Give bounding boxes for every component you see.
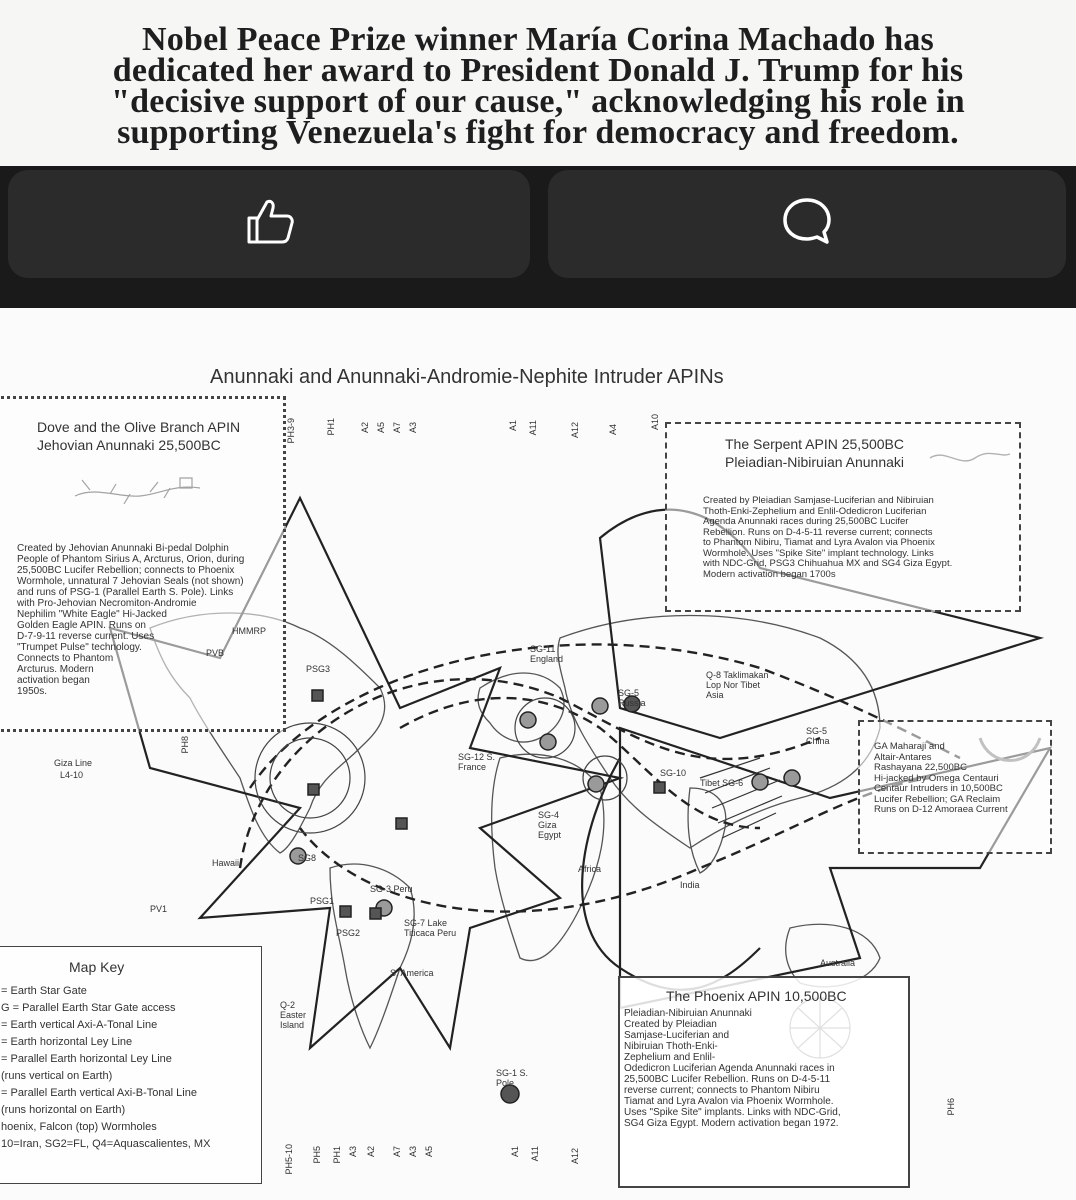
comment-button[interactable] xyxy=(548,170,1066,278)
grid-tick: A3 xyxy=(408,1146,418,1158)
key-line: = Earth vertical Axi-A-Tonal Line xyxy=(1,1019,158,1031)
phoenix-apin-box xyxy=(618,976,910,1188)
phoenix-line: Uses "Spike Site" implants. Links with NDC-Grid, xyxy=(624,1107,841,1118)
dove-line: Created by Jehovian Anunnaki Bi-pedal Dolphin xyxy=(17,543,229,554)
serpent-line: Modern activation began 1700s xyxy=(703,568,836,580)
like-button[interactable] xyxy=(8,170,530,278)
grid-tick: A11 xyxy=(528,420,538,436)
thumbs-up-icon xyxy=(241,194,297,255)
map-label: HMMRP xyxy=(232,626,266,636)
serpent-description xyxy=(703,496,1013,580)
dove-line: Golden Eagle APIN. Runs on xyxy=(17,620,146,631)
phoenix-line: 25,500BC Lucifer Rebellion. Runs on D-4-5-11 xyxy=(624,1074,831,1085)
serpent-line: with NDC-Grid, PSG3 Chihuahua MX and SG4 Giza Egypt. xyxy=(703,558,953,569)
grid-tick: A12 xyxy=(570,422,580,439)
map-label: S. America xyxy=(390,968,434,978)
grid-tick: A3 xyxy=(408,422,418,434)
phoenix-line: Pleiadian-Nibiruian Anunnaki xyxy=(624,1008,752,1019)
map-label: SG-1 S. Pole xyxy=(496,1068,529,1088)
grid-tick: PH8 xyxy=(180,736,190,754)
key-line: G = Parallel Earth Star Gate access xyxy=(1,1002,176,1014)
map-label: SG-12 S. France xyxy=(458,752,496,772)
phoenix-title: The Phoenix APIN 10,500BC xyxy=(666,988,847,1004)
ga-apin-box xyxy=(858,720,1052,854)
dove-line: 1950s. xyxy=(17,686,48,697)
dove-apin-box xyxy=(0,396,286,732)
map-image xyxy=(0,308,1076,1200)
key-line: = Earth horizontal Ley Line xyxy=(1,1036,133,1048)
grid-tick: A4 xyxy=(608,424,618,436)
map-label: Q-2 Easter Island xyxy=(280,1000,307,1030)
ga-line: GA Maharaji and xyxy=(874,741,945,752)
speech-bubble-icon xyxy=(779,194,835,255)
dove-line: and runs of PSG-1 (Parallel Earth S. Pole). Links xyxy=(17,587,234,598)
key-line: = Parallel Earth horizontal Ley Line xyxy=(1,1053,172,1065)
caption-text xyxy=(20,21,1056,151)
dove-line: Connects to Phantom xyxy=(17,653,114,664)
post-caption xyxy=(0,0,1076,166)
grid-tick: PH1 xyxy=(332,1146,342,1164)
map-label: SG-3 Peru xyxy=(370,884,413,894)
serpent-apin-box xyxy=(665,422,1021,612)
phoenix-line: Zephelium and Enlil- xyxy=(624,1052,716,1063)
map-label: Tibet SG-6 xyxy=(700,778,744,788)
grid-tick: PH3-9 xyxy=(286,418,296,444)
grid-tick: PH6 xyxy=(946,1098,956,1116)
key-line: = Parallel Earth vertical Axi-B-Tonal Line xyxy=(1,1087,197,1099)
grid-tick: A7 xyxy=(392,422,402,434)
grid-tick: A1 xyxy=(510,1146,520,1158)
serpent-line: Wormhole. Uses "Spike Site" implant technology. Links xyxy=(703,547,934,559)
grid-tick: A5 xyxy=(424,1146,434,1158)
serpent-subtitle: Pleiadian-Nibiruian Anunnaki xyxy=(725,454,905,470)
serpent-line: Agenda Anunnaki races during 25,500BC Lucifer xyxy=(703,516,909,527)
grid-tick: PH1 xyxy=(326,418,336,436)
serpent-line: Rebellion. Runs on D-4-5-11 reverse current; connects xyxy=(703,526,933,538)
key-line: 10=Iran, SG2=FL, Q4=Aquascalientes, MX xyxy=(1,1138,211,1150)
grid-tick: A10 xyxy=(650,414,660,431)
grid-tick: A11 xyxy=(530,1146,540,1162)
dove-line: 25,500BC Lucifer Rebellion; connects to Phoenix xyxy=(17,565,235,576)
map-label: SG-5 Russia xyxy=(618,688,646,708)
key-line: hoenix, Falcon (top) Wormholes xyxy=(1,1121,157,1133)
map-label: SG-5 China xyxy=(806,726,830,746)
ga-line: Rashayana 22,500BC xyxy=(874,762,967,773)
grid-tick: A3 xyxy=(348,1146,358,1158)
map-label: PV1 xyxy=(150,904,168,914)
dove-line: activation began xyxy=(17,675,90,686)
map-label: SG-4 Giza Egypt xyxy=(538,810,562,840)
ga-description xyxy=(874,742,1050,816)
phoenix-line: Odedicron Luciferian Agenda Anunnaki races in xyxy=(624,1063,835,1074)
map-label: PSG3 xyxy=(306,664,331,674)
map-label: Africa xyxy=(578,864,602,874)
map-label: PVB xyxy=(206,648,225,658)
serpent-line: Created by Pleiadian Samjase-Luciferian and Nibiruian xyxy=(703,495,934,506)
map-label: Hawaii xyxy=(212,858,240,868)
serpent-line: Thoth-Enki-Zephelium and Enlil-Odedicron Luciferian xyxy=(703,505,927,517)
map-title: Anunnaki and Anunnaki-Andromie-Nephite Intruder APINs xyxy=(210,366,724,388)
serpent-line: to Phantom Nibiru, Tiamat and Lyra Avalon via Phoenix xyxy=(703,537,935,548)
phoenix-line: Tiamat and Lyra Avalon via Phoenix Wormhole. xyxy=(624,1096,834,1107)
dove-subtitle: Jehovian Anunnaki 25,500BC xyxy=(37,437,221,453)
grid-tick: A2 xyxy=(360,422,370,434)
ga-line: Centaur Intruders in 10,500BC xyxy=(874,783,1003,794)
dove-line: Nephilim "White Eagle" Hi-Jacked xyxy=(17,609,167,620)
ga-line: Lucifer Rebellion; GA Reclaim xyxy=(874,793,1001,805)
dove-title: Dove and the Olive Branch APIN xyxy=(37,419,241,435)
map-label: SG-11 England xyxy=(530,644,564,664)
phoenix-line: SG4 Giza Egypt. Modern activation began 1972. xyxy=(624,1118,839,1129)
map-key-title: Map Key xyxy=(69,959,125,975)
phoenix-description xyxy=(624,1008,904,1129)
dove-description xyxy=(17,543,281,697)
map-label: SG-7 Lake Titicaca Peru xyxy=(404,918,457,938)
map-label: SG-10 xyxy=(660,768,687,778)
map-label: L4-10 xyxy=(60,770,84,780)
grid-tick: A2 xyxy=(366,1146,376,1158)
phoenix-line: Created by Pleiadian xyxy=(624,1019,717,1030)
phoenix-line: Nibiruian Thoth-Enki- xyxy=(624,1041,718,1052)
dove-line: with Pro-Jehovian Necromiton-Andromie xyxy=(17,598,197,609)
ga-line: Altair-Antares xyxy=(874,751,932,763)
dove-line: Arcturus. Modern xyxy=(17,664,94,675)
ga-line: Hi-jacked by Omega Centauri xyxy=(874,772,999,784)
caption-line: "decisive support of our cause," acknowledging his role in xyxy=(111,83,965,120)
caption-line: dedicated her award to President Donald J. Trump for his xyxy=(112,52,964,89)
serpent-title: The Serpent APIN 25,500BC xyxy=(725,436,904,452)
dove-line: Wormhole, unnatural 7 Jehovian Seals (not shown) xyxy=(17,576,244,587)
phoenix-line: Samjase-Luciferian and xyxy=(624,1030,730,1041)
grid-tick: PH5 xyxy=(312,1146,322,1164)
grid-tick: A1 xyxy=(508,420,518,432)
map-label: PSG2 xyxy=(336,928,361,938)
phoenix-line: reverse current; connects to Phantom Nibiru xyxy=(624,1085,820,1096)
map-label: Q-8 Taklimakan Lop Nor Tibet Asia xyxy=(706,670,769,700)
grid-tick: PH5-10 xyxy=(284,1144,294,1175)
key-line: (runs horizontal on Earth) xyxy=(1,1104,126,1116)
caption-line: Nobel Peace Prize winner María Corina Machado has xyxy=(142,21,934,58)
grid-tick: A7 xyxy=(392,1146,402,1158)
grid-tick: A5 xyxy=(376,422,386,434)
map-label: Giza Line xyxy=(54,758,93,768)
map-label: PSG1 xyxy=(310,896,335,906)
map-key-list xyxy=(1,983,210,1153)
map-key-box xyxy=(0,946,262,1184)
key-line: (runs vertical on Earth) xyxy=(1,1070,113,1082)
dove-line: D-7-9-11 reverse current. Uses xyxy=(17,631,155,642)
map-label: India xyxy=(680,880,700,890)
dove-line: People of Phantom Sirius A, Arcturus, Orion, during xyxy=(17,554,245,565)
caption-line: supporting Venezuela's fight for democracy and freedom. xyxy=(117,114,959,151)
grid-tick: A12 xyxy=(570,1148,580,1165)
ga-line: Runs on D-12 Amoraea Current xyxy=(874,804,1008,815)
dove-line: "Trumpet Pulse" technology. xyxy=(17,642,142,653)
key-line: = Earth Star Gate xyxy=(1,985,87,997)
map-label: SG8 xyxy=(298,853,317,863)
action-bar xyxy=(0,166,1076,308)
map-label: Australia xyxy=(820,958,856,968)
